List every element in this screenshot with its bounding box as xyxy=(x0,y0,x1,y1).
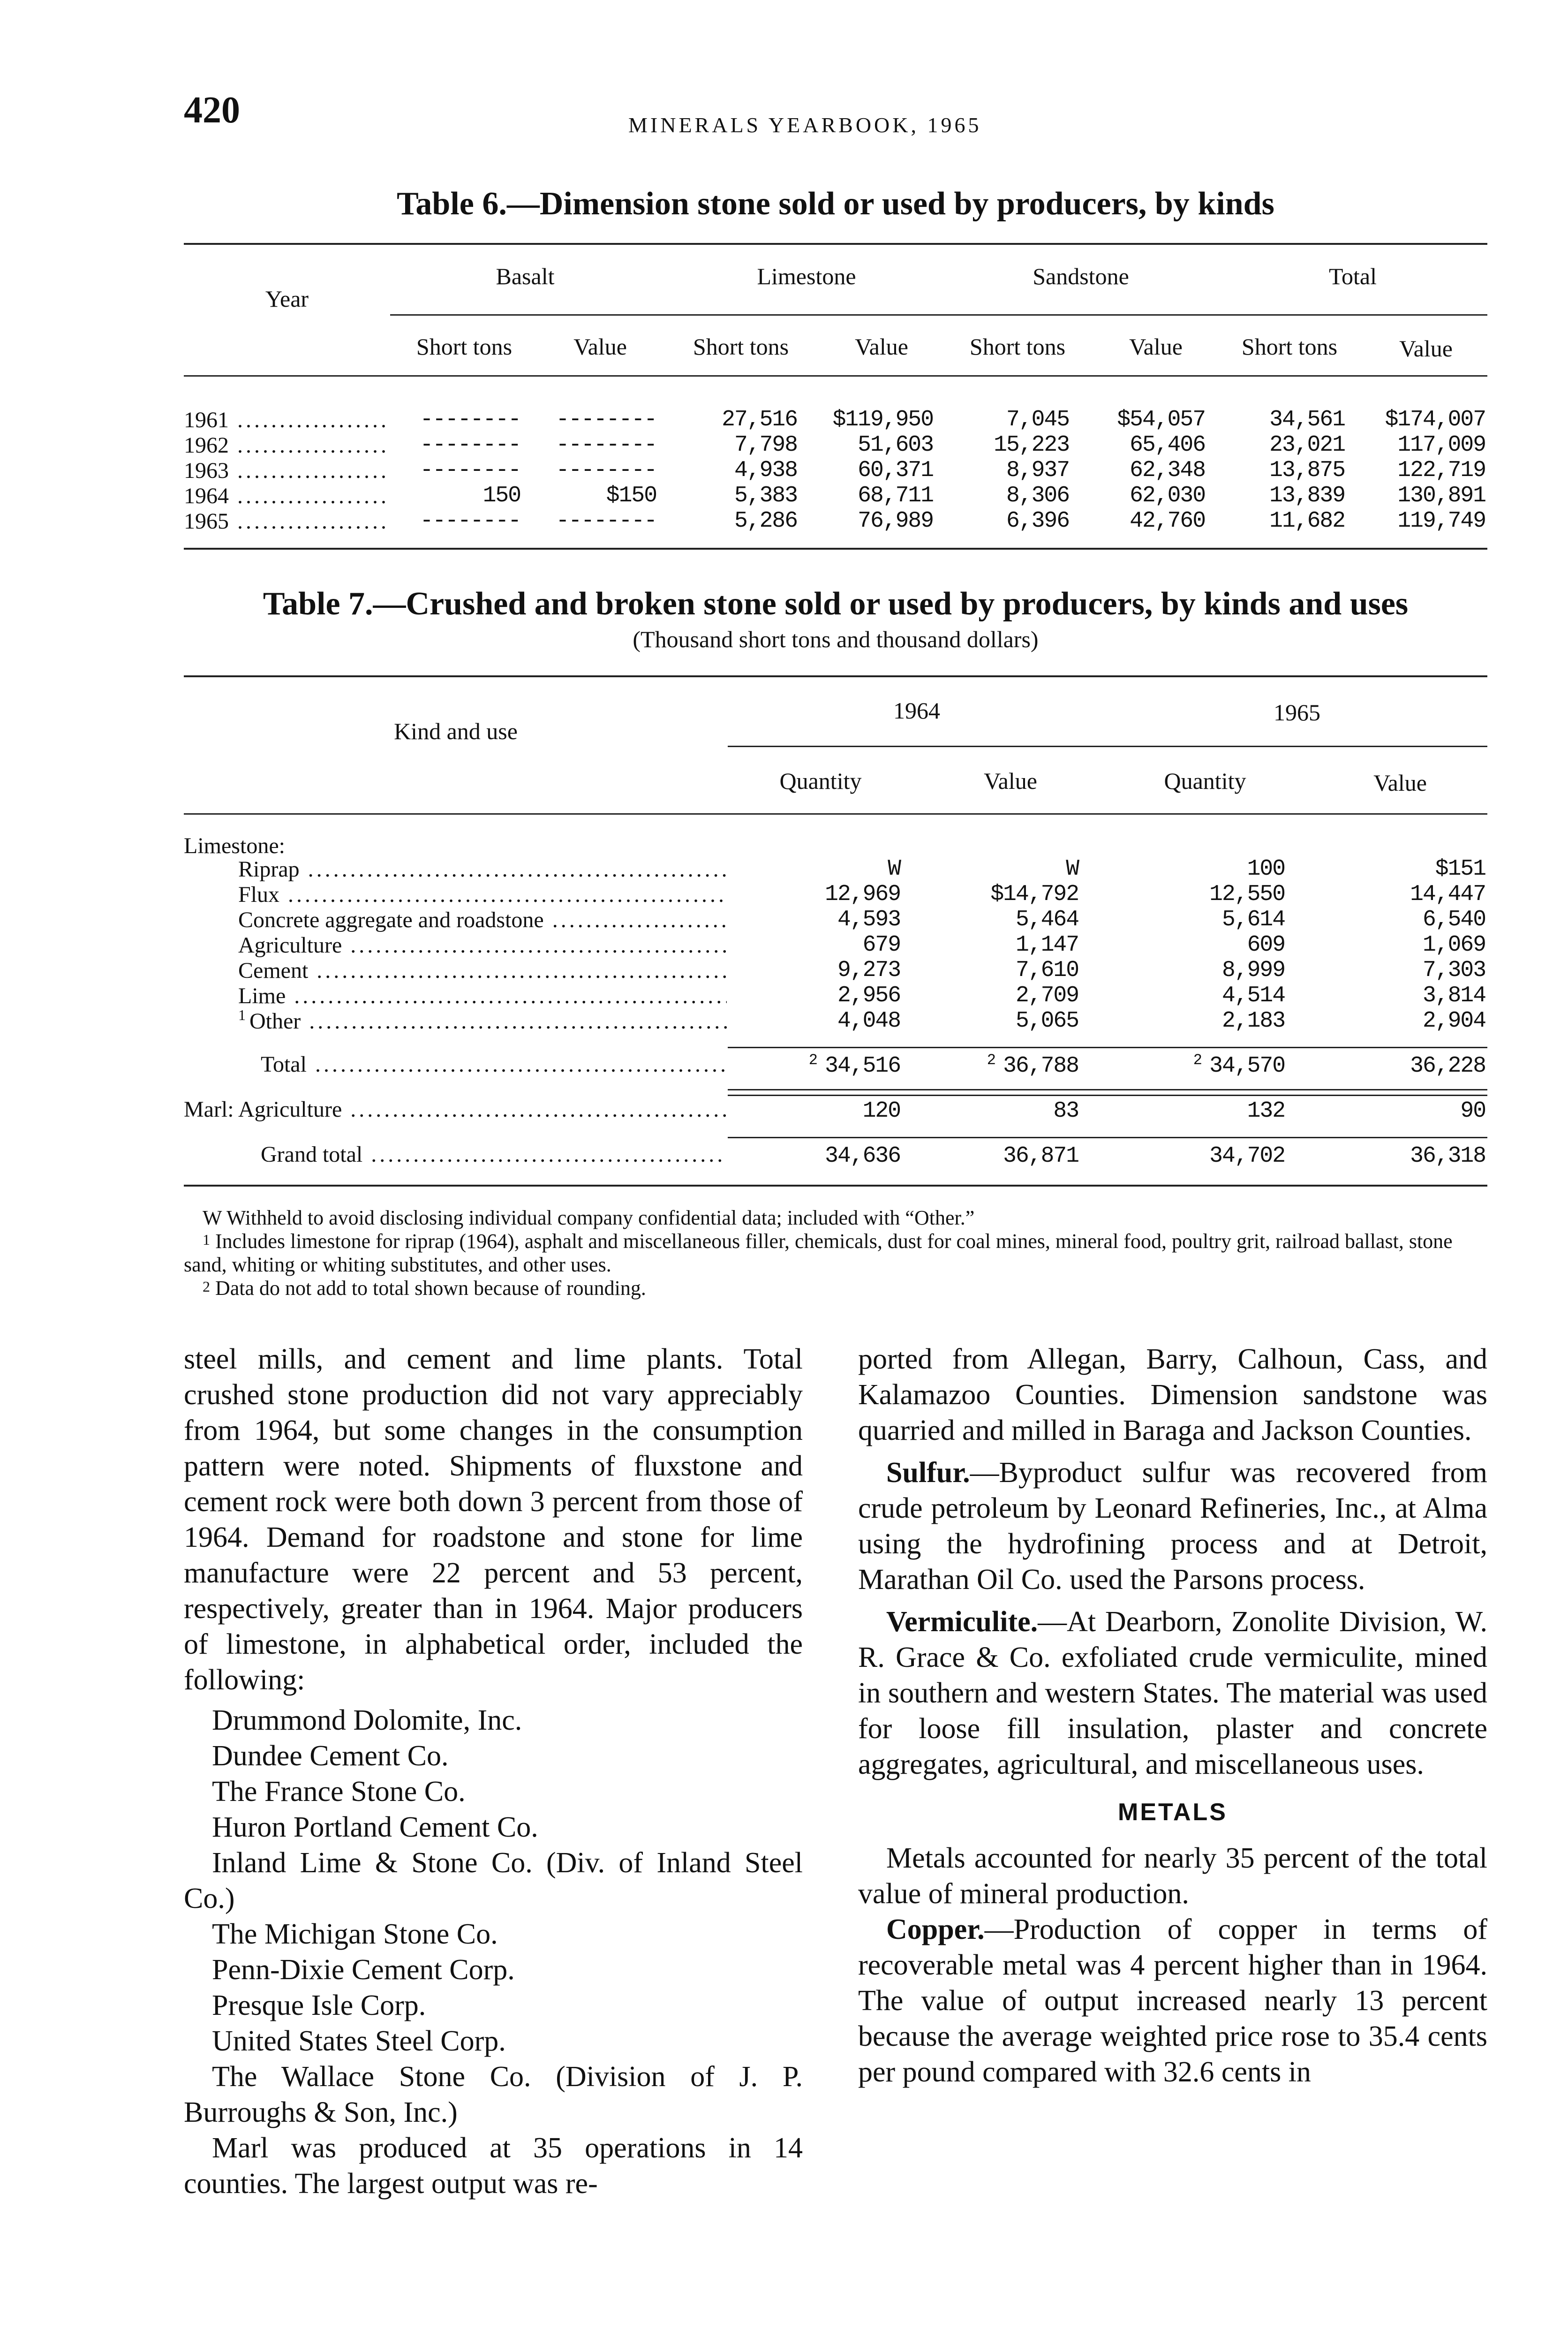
table7-bottom-rule xyxy=(184,1185,1487,1187)
producer-item: Penn-Dixie Cement Corp. xyxy=(212,1954,515,1986)
table6-value-cell: 27,516 xyxy=(722,407,797,432)
producer-item: Huron Portland Cement Co. xyxy=(212,1811,538,1843)
table7-value-cell: 7,303 xyxy=(1422,958,1485,983)
table7-value-cell: 83 xyxy=(1053,1098,1078,1124)
producer-item: The Wallace Stone Co. (Division of J. P. Burroughs & Son, Inc.) xyxy=(184,2061,803,2128)
table6-group-sandstone: Sandstone xyxy=(1033,263,1129,289)
table7-value-cell: 609 xyxy=(1247,932,1285,958)
table6-value-cell: -------- xyxy=(420,508,520,534)
table7-row-label: $^1$ Other ..... xyxy=(238,1008,727,1034)
table6-value-cell: -------- xyxy=(556,508,656,534)
table6-value-cell: 150 xyxy=(482,483,520,508)
table7-value-cell: 36,318 xyxy=(1410,1143,1485,1169)
table7-row-label: Flux ..... xyxy=(238,882,727,908)
table7-value-cell: 36,228 xyxy=(1410,1053,1485,1079)
producer-item: Inland Lime & Stone Co. (Div. of Inland Steel Co.) xyxy=(184,1847,803,1914)
table7-value-cell: 36,871 xyxy=(1003,1143,1078,1169)
table7-value-cell: $^2$ 36,788 xyxy=(987,1051,1078,1079)
table7-value-cell: W xyxy=(888,856,900,882)
table6-subhead: Short tons xyxy=(416,333,513,360)
table6-head-rule xyxy=(184,375,1487,377)
table6-value-cell: 11,682 xyxy=(1269,508,1345,534)
table6-value-cell: -------- xyxy=(556,407,656,432)
running-title: MINERALS YEARBOOK, 1965 xyxy=(628,113,982,137)
table6-year-cell: 1964 ..... xyxy=(184,483,390,509)
table6-value-cell: -------- xyxy=(556,432,656,458)
table7-value-cell: 2,956 xyxy=(837,983,900,1008)
table7-subtitle: (Thousand short tons and thousand dollars) xyxy=(633,626,1039,652)
table7-top-rule xyxy=(184,675,1487,677)
left-paragraph-2: Marl was produced at 35 operations in 14 counties. The largest output was re- xyxy=(184,2132,803,2200)
table6-title: Table 6.—Dimension stone sold or used by producers, by kinds xyxy=(397,186,1274,222)
table7-subhead: Quantity xyxy=(779,768,862,794)
table7-row-label: Lime ..... xyxy=(238,983,727,1009)
copper-heading: Copper. xyxy=(886,1914,985,1945)
sulfur-paragraph: Sulfur.—Byproduct sulfur was recovered from crude petroleum by Leonard Refineries, Inc., at Alma using the hydrofining process and at Detroit, Marathan Oil Co. used the Parsons process. xyxy=(858,1457,1487,1596)
table6-group-basalt: Basalt xyxy=(496,263,555,289)
table7-subhead: Value xyxy=(984,768,1037,794)
table7-row-label: Agriculture ..... xyxy=(238,932,727,958)
producer-item: The Michigan Stone Co. xyxy=(212,1918,498,1950)
table7-value-cell: 14,447 xyxy=(1410,882,1485,907)
table6-bottom-rule xyxy=(184,548,1487,550)
table7-double-rule-b xyxy=(728,1095,1487,1096)
metals-paragraph: Metals accounted for nearly 35 percent of the total value of mineral production. xyxy=(858,1842,1487,1910)
table7-value-cell: 1,069 xyxy=(1422,932,1485,958)
table6-subhead: Value xyxy=(573,333,627,360)
right-paragraph-1: ported from Allegan, Barry, Calhoun, Cass, and Kalamazoo Counties. Dimension sandstone was quarried and milled in Baraga and Jackson Counties. xyxy=(858,1343,1487,1446)
table7-value-cell: 100 xyxy=(1247,856,1285,882)
table7-value-cell: 2,183 xyxy=(1221,1008,1285,1034)
table6-value-cell: 51,603 xyxy=(858,432,933,458)
table7-value-cell: 5,065 xyxy=(1015,1008,1078,1034)
table7-year-1965: 1965 xyxy=(1274,699,1320,726)
table6-group-total: Total xyxy=(1328,263,1377,289)
table7-value-cell: 8,999 xyxy=(1221,958,1285,983)
table6-subhead: Short tons xyxy=(693,333,789,360)
table6-year-cell: 1961 ..... xyxy=(184,407,390,433)
sulfur-heading: Sulfur. xyxy=(886,1457,970,1489)
table7-head-rule xyxy=(184,813,1487,815)
page-number: 420 xyxy=(184,90,240,131)
footnote-2: $^2$ Data do not add to total shown because of rounding. xyxy=(203,1277,646,1300)
table7-value-cell: 9,273 xyxy=(837,958,900,983)
table7-subtotal-rule xyxy=(728,1047,1487,1048)
table7-value-cell: 6,540 xyxy=(1422,907,1485,932)
table6-value-cell: $119,950 xyxy=(832,407,933,432)
table7-subhead: Quantity xyxy=(1164,768,1246,794)
table6-value-cell: 5,383 xyxy=(734,483,797,508)
table6-value-cell: $174,007 xyxy=(1385,407,1485,432)
table6-value-cell: $150 xyxy=(606,483,656,508)
table6-value-cell: 62,030 xyxy=(1130,483,1205,508)
table7-value-cell: 5,464 xyxy=(1015,907,1078,932)
table7-value-cell: 12,550 xyxy=(1209,882,1285,907)
table7-value-cell: $^2$ 34,570 xyxy=(1193,1051,1285,1079)
producer-item: Presque Isle Corp. xyxy=(212,1989,426,2021)
producer-item: United States Steel Corp. xyxy=(212,2025,506,2057)
table6-value-cell: 42,760 xyxy=(1130,508,1205,534)
table6-value-cell: 8,937 xyxy=(1006,458,1069,483)
table6-subhead: Short tons xyxy=(969,333,1066,360)
footnote-w: W Withheld to avoid disclosing individual company confidential data; included with “Other.” xyxy=(203,1206,975,1229)
table6-value-cell: 119,749 xyxy=(1397,508,1485,534)
table6-value-cell: 34,561 xyxy=(1269,407,1345,432)
table7-value-cell: $151 xyxy=(1435,856,1485,882)
table6-value-cell: 8,306 xyxy=(1006,483,1069,508)
table7-value-cell: 90 xyxy=(1460,1098,1485,1124)
table7-value-cell: $14,792 xyxy=(990,882,1078,907)
right-column xyxy=(858,1341,1487,2090)
table6-subhead: Short tons xyxy=(1241,333,1338,360)
table7-value-cell: 34,702 xyxy=(1209,1143,1285,1169)
table7-year-1964: 1964 xyxy=(893,697,940,724)
metals-section-heading: METALS xyxy=(1118,1799,1228,1826)
vermiculite-heading: Vermiculite. xyxy=(886,1606,1038,1638)
table6-value-cell: -------- xyxy=(420,432,520,458)
table6-value-cell: 117,009 xyxy=(1397,432,1485,458)
footnote-1: $^1$ Includes limestone for riprap (1964), asphalt and miscellaneous filler, chemicals, dust for coal mines, mineral food, poultry grit, railroad ballast, stone sand, whiting or whiting substitutes, and other uses. xyxy=(184,1230,1453,1276)
table7-value-cell: 3,814 xyxy=(1422,983,1485,1008)
table6-group-rule xyxy=(390,314,1487,316)
left-column xyxy=(184,1341,803,2201)
table6-value-cell: $54,057 xyxy=(1117,407,1205,432)
table7-value-cell: 2,904 xyxy=(1422,1008,1485,1034)
table7-double-rule-a xyxy=(728,1089,1487,1090)
table7-total-label: Total ..... xyxy=(261,1051,727,1077)
table6-value-cell: 13,875 xyxy=(1269,458,1345,483)
table6-value-cell: 6,396 xyxy=(1006,508,1069,534)
table7-value-cell: 5,614 xyxy=(1221,907,1285,932)
table7-value-cell: 2,709 xyxy=(1015,983,1078,1008)
table6-value-cell: 60,371 xyxy=(858,458,933,483)
table6-value-cell: 68,711 xyxy=(858,483,933,508)
table7-title: Table 7.—Crushed and broken stone sold or used by producers, by kinds and uses xyxy=(263,586,1409,622)
producer-item: Drummond Dolomite, Inc. xyxy=(212,1704,522,1736)
table6-group-limestone: Limestone xyxy=(757,263,856,289)
table6-year-cell: 1965 ..... xyxy=(184,508,390,534)
table6-subhead: Value xyxy=(855,333,908,360)
vermiculite-paragraph: Vermiculite.—At Dearborn, Zonolite Division, W. R. Grace & Co. exfoliated crude vermiculite, mined in southern and western States. The material was used for loose fill insulation, plaster and concrete aggregates, agricultural, and miscellaneous uses. xyxy=(858,1606,1487,1780)
table6-top-rule xyxy=(184,243,1487,245)
table7-row-label: Riprap ..... xyxy=(238,856,727,882)
table7-value-cell: 7,610 xyxy=(1015,958,1078,983)
table6-year-cell: 1963 ..... xyxy=(184,458,390,484)
table7-year-rule xyxy=(728,746,1487,747)
producer-list xyxy=(184,1702,803,2130)
table6-value-cell: 15,223 xyxy=(994,432,1069,458)
table7-row-label: Concrete aggregate and roadstone ..... xyxy=(238,907,727,933)
table6-value-cell: 7,045 xyxy=(1006,407,1069,432)
table6-value-cell: 7,798 xyxy=(734,432,797,458)
table6-value-cell: 130,891 xyxy=(1397,483,1485,508)
table7-grand-rule xyxy=(728,1137,1487,1138)
table7-value-cell: 120 xyxy=(862,1098,900,1124)
table7-value-cell: 679 xyxy=(862,932,900,958)
table6-value-cell: 65,406 xyxy=(1130,432,1205,458)
table6-value-cell: 76,989 xyxy=(858,508,933,534)
table7-group-limestone: Limestone: xyxy=(184,833,285,858)
table7-value-cell: 1,147 xyxy=(1015,932,1078,958)
left-paragraph-1: steel mills, and cement and lime plants. Total crushed stone production did not vary appreciably from 1964, but some changes in the consumption pattern were noted. Shipments of fluxstone and cement rock were both down 3 percent from those of 1964. Demand for roadstone and stone for lime manufacture were 22 percent and 53 percent, respectively, greater than in 1964. Major producers of limestone, in alphabetical order, included the following: xyxy=(184,1343,803,1696)
table6-value-cell: 62,348 xyxy=(1130,458,1205,483)
table7-value-cell: 12,969 xyxy=(825,882,900,907)
table6-value-cell: 23,021 xyxy=(1269,432,1345,458)
producer-item: Dundee Cement Co. xyxy=(212,1740,449,1772)
table6-value-cell: -------- xyxy=(556,458,656,483)
table6-col-year: Year xyxy=(265,286,309,312)
table7-grand-label: Grand total ..... xyxy=(261,1142,727,1167)
table6-value-cell: 4,938 xyxy=(734,458,797,483)
table7-row-label: Cement ..... xyxy=(238,958,727,983)
table7-value-cell: $^2$ 34,516 xyxy=(808,1051,900,1079)
table6-subhead: Value xyxy=(1129,333,1183,360)
table6-value-cell: 122,719 xyxy=(1397,458,1485,483)
table7-value-cell: 4,514 xyxy=(1221,983,1285,1008)
table7-value-cell: 4,048 xyxy=(837,1008,900,1034)
table7-value-cell: 132 xyxy=(1247,1098,1285,1124)
table7-value-cell: W xyxy=(1066,856,1078,882)
table7-value-cell: 34,636 xyxy=(825,1143,900,1169)
table7-marl-label: Marl: Agriculture ..... xyxy=(184,1097,727,1122)
table6-value-cell: -------- xyxy=(420,407,520,432)
table6-value-cell: -------- xyxy=(420,458,520,483)
table6-value-cell: 13,839 xyxy=(1269,483,1345,508)
table7-value-cell: 4,593 xyxy=(837,907,900,932)
table6-year-cell: 1962 ..... xyxy=(184,432,390,458)
table6-value-cell: 5,286 xyxy=(734,508,797,534)
table7-footnotes xyxy=(184,1206,1487,1300)
table7-col-kind: Kind and use xyxy=(394,718,518,744)
producer-item: The France Stone Co. xyxy=(212,1776,466,1808)
copper-paragraph: Copper.—Production of copper in terms of recoverable metal was 4 percent higher than in 1964. The value of output increased nearly 13 percent because the average weighted price rose to 35.4 cents per pound compared with 32.6 cents in xyxy=(858,1914,1487,2088)
table7-subhead: Value xyxy=(1373,770,1427,796)
table6-subhead: Value xyxy=(1399,335,1453,362)
